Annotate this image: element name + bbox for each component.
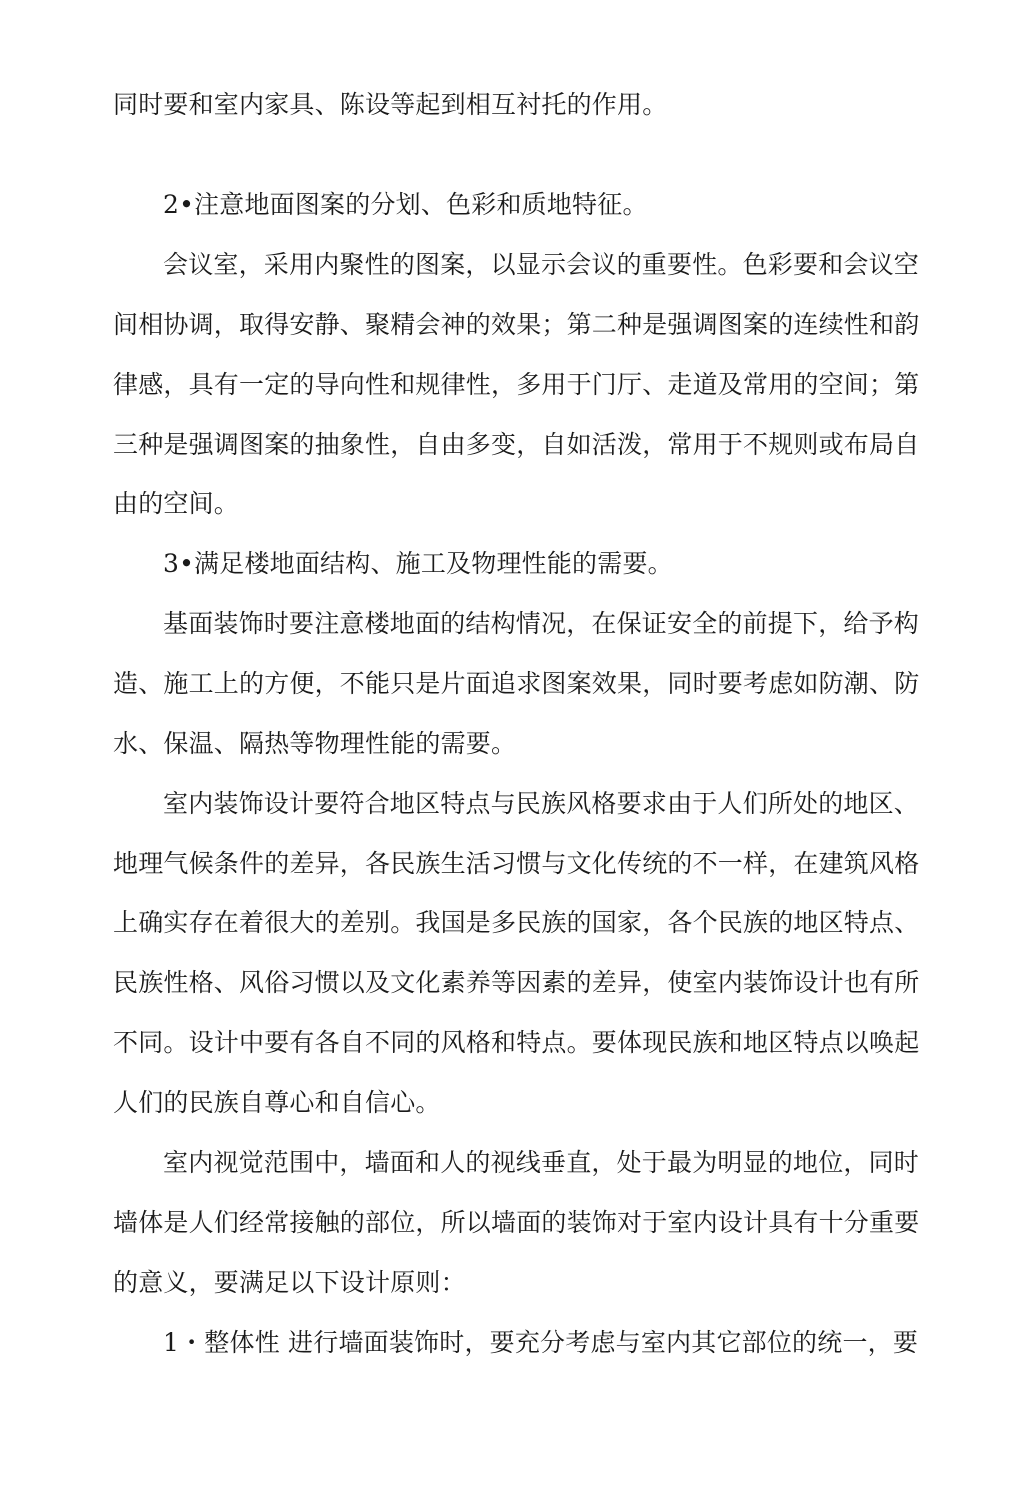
text-line: 人们的民族自尊心和自信心。 [113, 1088, 441, 1117]
text-line: 基面装饰时要注意楼地面的结构情况，在保证安全的前提下，给予构 [163, 609, 920, 638]
text-line: 会议室，采用内聚性的图案，以显示会议的重要性。色彩要和会议空 [163, 250, 920, 279]
text-line: 民族性格、风俗习惯以及文化素养等因素的差异，使室内装饰设计也有所 [113, 968, 920, 997]
text-line: 由的空间。 [113, 489, 240, 518]
text-line: 室内视觉范围中，墙面和人的视线垂直，处于最为明显的地位，同时 [163, 1148, 920, 1177]
text-line: 律感，具有一定的导向性和规律性，多用于门厅、走道及常用的空间；第 [113, 370, 920, 399]
text-line: 地理气候条件的差异，各民族生活习惯与文化传统的不一样，在建筑风格 [113, 849, 920, 878]
text-line: 三种是强调图案的抽象性，自由多变，自如活泼，常用于不规则或布局自 [113, 430, 920, 459]
section-heading-3: 3•满足楼地面结构、施工及物理性能的需要。 [163, 549, 673, 578]
text-line: 墙体是人们经常接触的部位，所以墙面的装饰对于室内设计具有十分重要 [113, 1208, 920, 1237]
text-line: 室内装饰设计要符合地区特点与民族风格要求由于人们所处的地区、 [163, 789, 920, 818]
text-line: 上确实存在着很大的差别。我国是多民族的国家，各个民族的地区特点、 [113, 908, 920, 937]
text-line: 造、施工上的方便，不能只是片面追求图案效果，同时要考虑如防潮、防 [113, 669, 920, 698]
text-line: 的意义，要满足以下设计原则： [113, 1268, 466, 1297]
text-line: 间相协调，取得安静、聚精会神的效果；第二种是强调图案的连续性和韵 [113, 310, 920, 339]
text-line: 同时要和室内家具、陈设等起到相互衬托的作用。 [113, 90, 668, 119]
text-line: 水、保温、隔热等物理性能的需要。 [113, 729, 517, 758]
section-heading-2: 2•注意地面图案的分划、色彩和质地特征。 [163, 190, 648, 219]
section-heading-1: 1・整体性 进行墙面装饰时，要充分考虑与室内其它部位的统一，要 [163, 1328, 919, 1357]
text-line: 不同。设计中要有各自不同的风格和特点。要体现民族和地区特点以唤起 [113, 1028, 920, 1057]
